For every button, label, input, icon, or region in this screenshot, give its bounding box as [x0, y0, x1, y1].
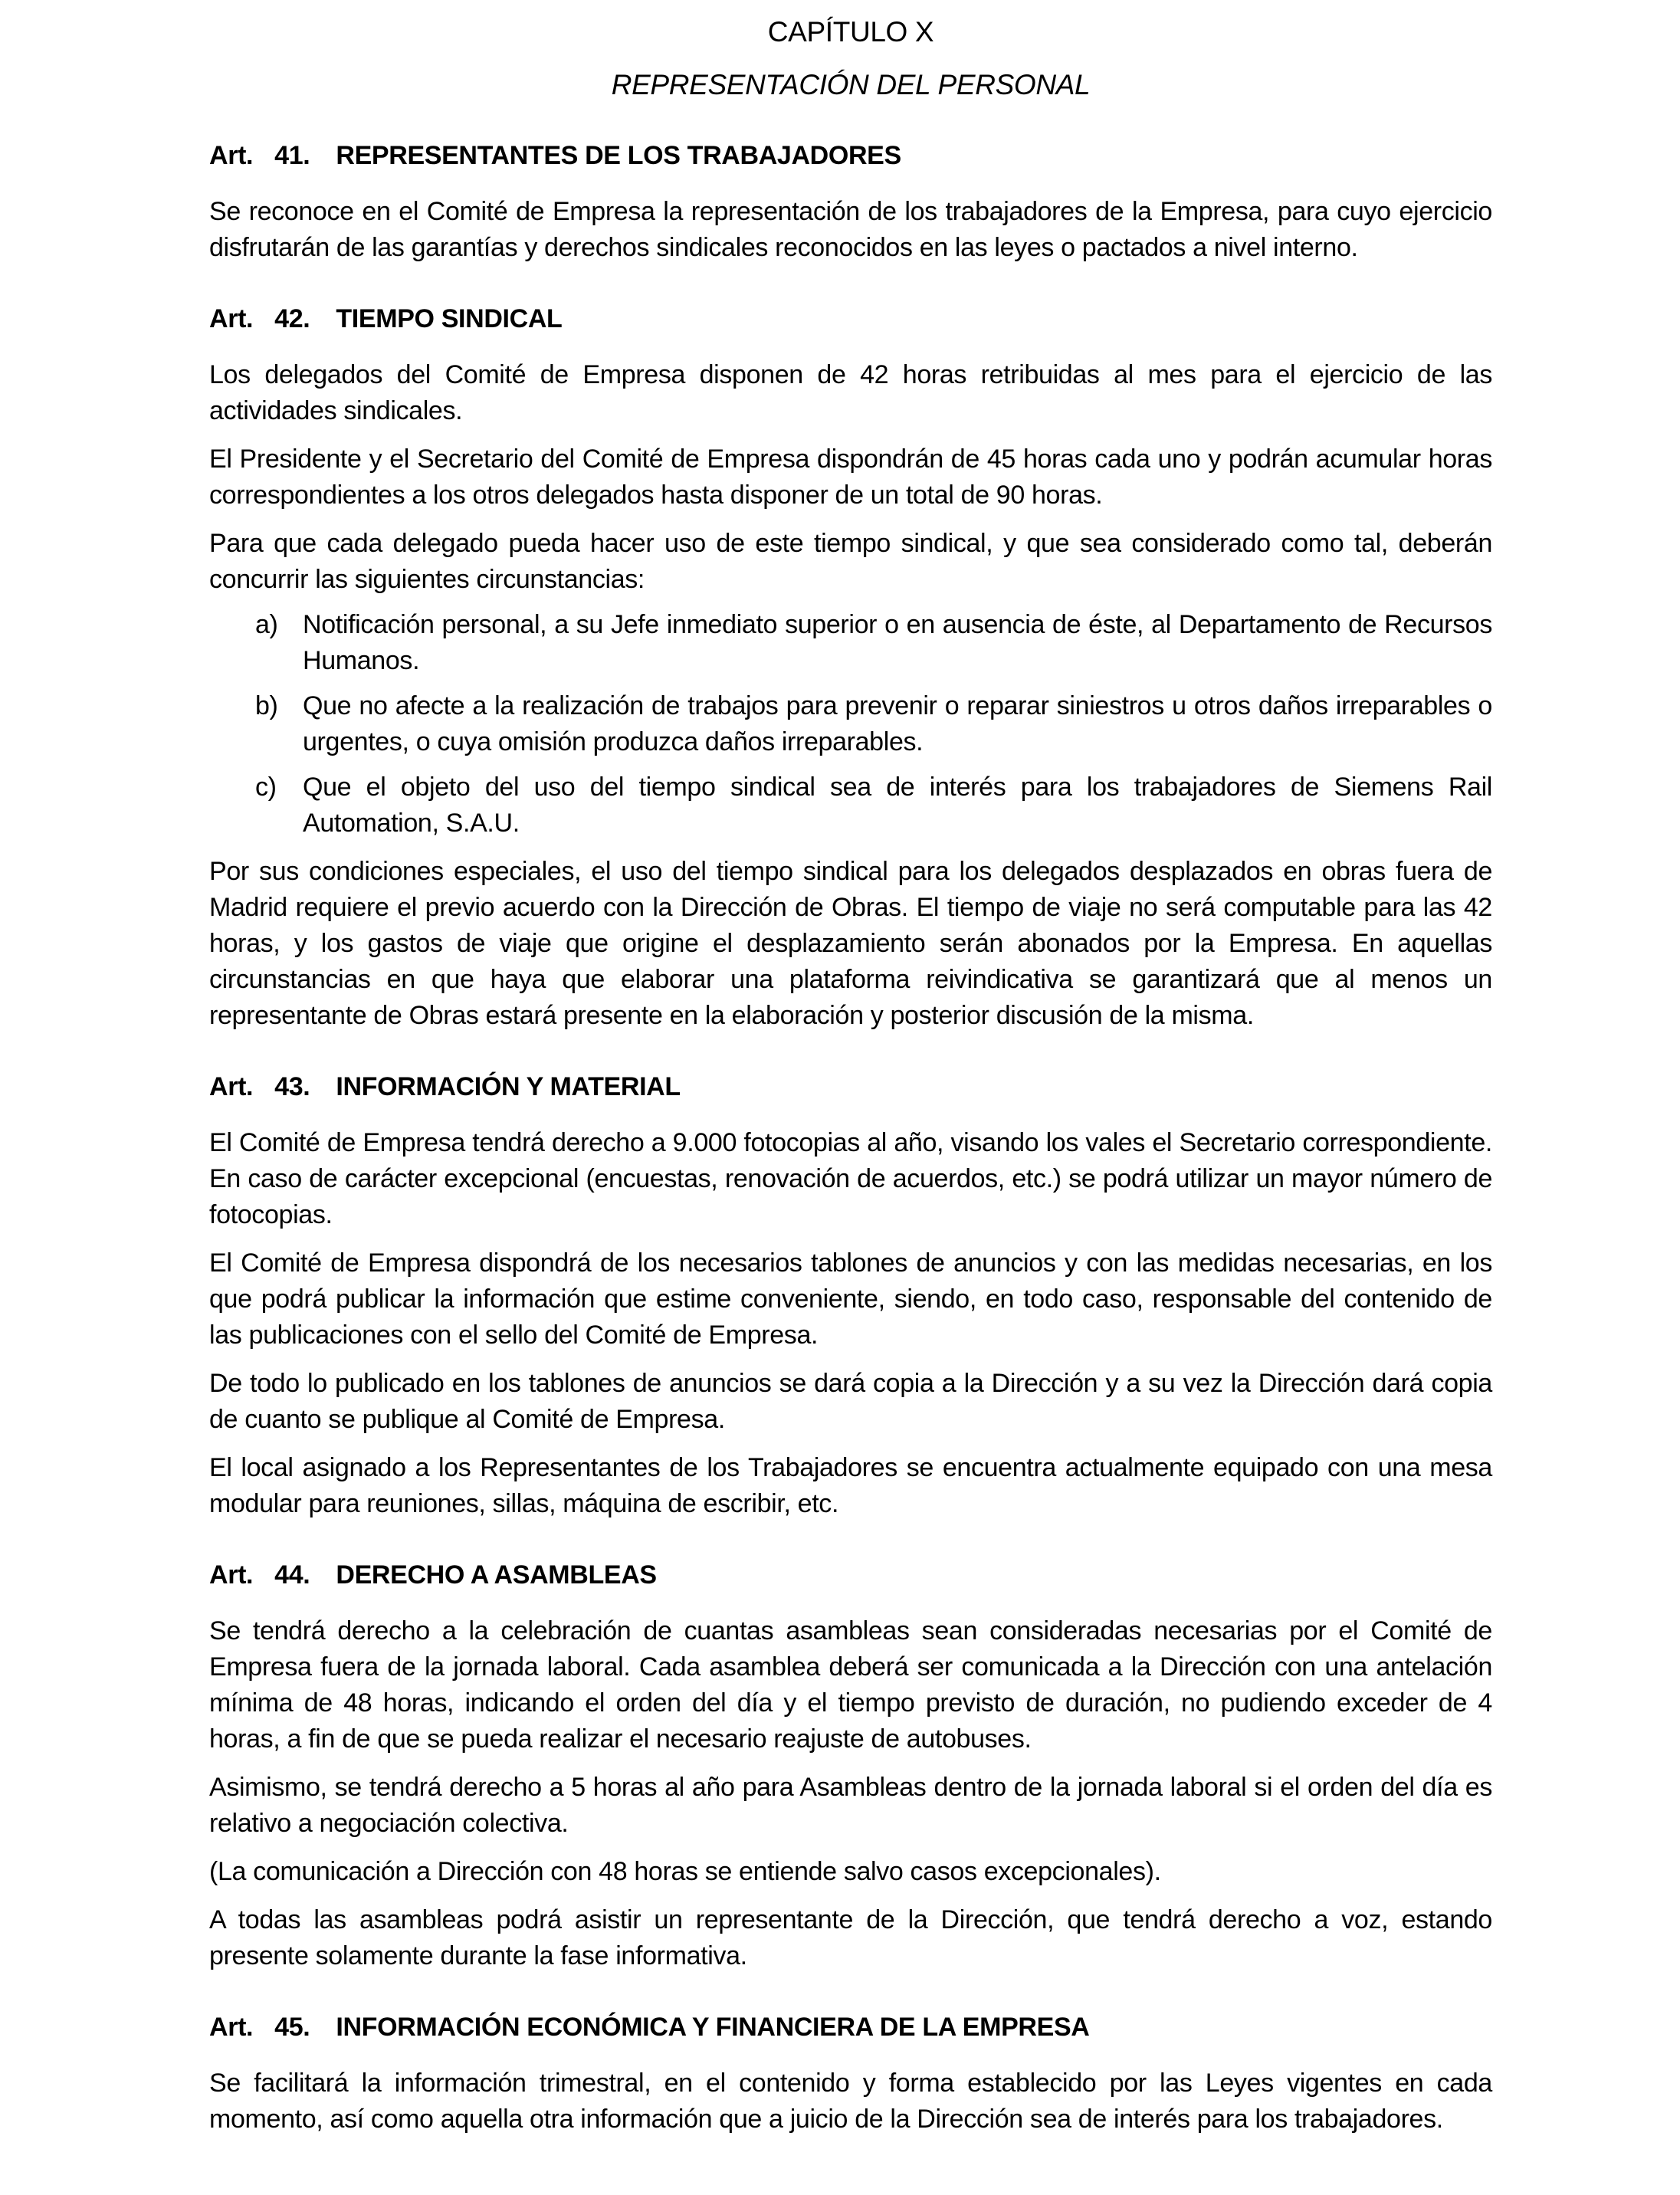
list-item [209, 688, 1492, 760]
list-item-marker: b) [255, 691, 278, 720]
article-heading-label: Art. [209, 304, 254, 333]
paragraph: De todo lo publicado en los tablones de anuncios se dará copia a la Dirección y a su vez la Dirección dará copia de cuanto se publique al Comité de Empresa. [209, 1369, 1492, 1434]
article-section [209, 138, 1492, 266]
article-heading-label: Art. [209, 1072, 254, 1101]
paragraph: Asimismo, se tendrá derecho a 5 horas al año para Asambleas dentro de la jornada laboral si el orden del día es relativo a negociación colectiva. [209, 1773, 1492, 1838]
paragraph: El Comité de Empresa dispondrá de los necesarios tablones de anuncios y con las medidas necesarias, en los que podrá publicar la información que estime conveniente, siendo, en todo caso, responsable del contenido de las publicaciones con el sello del Comité de Empresa. [209, 1248, 1492, 1350]
paragraph: Se facilitará la información trimestral, en el contenido y forma establecido por las Leyes vigentes en cada momento, así como aquella otra información que a juicio de la Dirección sea de interés para los trabajadores. [209, 2069, 1492, 2134]
paragraph: El Comité de Empresa tendrá derecho a 9.000 fotocopias al año, visando los vales el Secretario correspondiente. En caso de carácter excepcional (encuestas, renovación de acuerdos, etc.) se podrá utilizar un mayor número de fotocopias. [209, 1128, 1492, 1229]
list-item-marker: a) [255, 610, 278, 639]
paragraph: (La comunicación a Dirección con 48 horas se entiende salvo casos excepcionales). [209, 1857, 1161, 1886]
article-heading-title: REPRESENTANTES DE LOS TRABAJADORES [336, 141, 901, 170]
article-heading-title: DERECHO A ASAMBLEAS [336, 1560, 657, 1590]
article-heading-label: Art. [209, 1560, 254, 1590]
article-heading-number: 41. [274, 141, 310, 170]
article-section [209, 2010, 1492, 2138]
article-heading-title: INFORMACIÓN Y MATERIAL [336, 1072, 681, 1101]
list-item [209, 607, 1492, 679]
article-heading [209, 301, 1492, 337]
list-item-text: Que no afecte a la realización de trabajos para prevenir o reparar siniestros u otros daños irreparables o urgentes, o cuya omisión produzca daños irreparables. [303, 691, 1492, 756]
list-item [209, 769, 1492, 842]
chapter-subtitle: REPRESENTACIÓN DEL PERSONAL [611, 69, 1091, 100]
paragraph: Se tendrá derecho a la celebración de cuantas asambleas sean consideradas necesarias por el Comité de Empresa fuera de la jornada laboral. Cada asamblea deberá ser comunicada a la Dirección con una antelación mínima de 48 horas, indicando el orden del día y el tiempo previsto de duración, no pudiendo exceder de 4 horas, a fin de que se pueda realizar el necesario reajuste de autobuses. [209, 1616, 1492, 1754]
article-heading-number: 44. [274, 1560, 310, 1590]
article-section [209, 1557, 1492, 1974]
article-heading [209, 138, 1492, 174]
article-heading [209, 1557, 1492, 1593]
paragraph: Por sus condiciones especiales, el uso del tiempo sindical para los delegados desplazados en obras fuera de Madrid requiere el previo acuerdo con la Dirección de Obras. El tiempo de viaje no será computable para las 42 horas, y los gastos de viaje que origine el desplazamiento serán abonados por la Empresa. En aquellas circunstancias en que haya que elaborar una plataforma reivindicativa se garantizará que al menos un representante de Obras estará presente en la elaboración y posterior discusión de la misma. [209, 857, 1492, 1030]
chapter-title: CAPÍTULO X [767, 16, 934, 48]
article-heading-title: TIEMPO SINDICAL [336, 304, 563, 333]
document-body [209, 138, 1492, 2138]
article-heading-number: 43. [274, 1072, 310, 1101]
list-item-text: Notificación personal, a su Jefe inmediato superior o en ausencia de éste, al Departamento de Recursos Humanos. [303, 610, 1492, 675]
paragraph: Los delegados del Comité de Empresa disponen de 42 horas retribuidas al mes para el ejercicio de las actividades sindicales. [209, 360, 1492, 425]
paragraph: El Presidente y el Secretario del Comité de Empresa dispondrán de 45 horas cada uno y podrán acumular horas correspondientes a los otros delegados hasta disponer de un total de 90 horas. [209, 445, 1492, 510]
article-heading-label: Art. [209, 141, 254, 170]
paragraph: Se reconoce en el Comité de Empresa la representación de los trabajadores de la Empresa, para cuyo ejercicio disfrutarán de las garantías y derechos sindicales reconocidos en las leyes o pactados a nivel interno. [209, 197, 1492, 262]
list-item-marker: c) [255, 773, 277, 802]
article-section [209, 301, 1492, 1034]
article-section [209, 1069, 1492, 1522]
paragraph: A todas las asambleas podrá asistir un representante de la Dirección, que tendrá derecho a voz, estando presente solamente durante la fase informativa. [209, 1905, 1492, 1970]
article-heading-title: INFORMACIÓN ECONÓMICA Y FINANCIERA DE LA EMPRESA [336, 2013, 1090, 2042]
article-heading-label: Art. [209, 2013, 254, 2042]
paragraph: Para que cada delegado pueda hacer uso de este tiempo sindical, y que sea considerado como tal, deberán concurrir las siguientes circunstancias: [209, 529, 1492, 594]
article-heading-number: 42. [274, 304, 310, 333]
article-heading [209, 1069, 1492, 1105]
list-item-text: Que el objeto del uso del tiempo sindical sea de interés para los trabajadores de Siemens Rail Automation, S.A.U. [303, 773, 1492, 838]
article-heading [209, 2010, 1492, 2046]
article-heading-number: 45. [274, 2013, 310, 2042]
paragraph: El local asignado a los Representantes de los Trabajadores se encuentra actualmente equipado con una mesa modular para reuniones, sillas, máquina de escribir, etc. [209, 1453, 1492, 1518]
